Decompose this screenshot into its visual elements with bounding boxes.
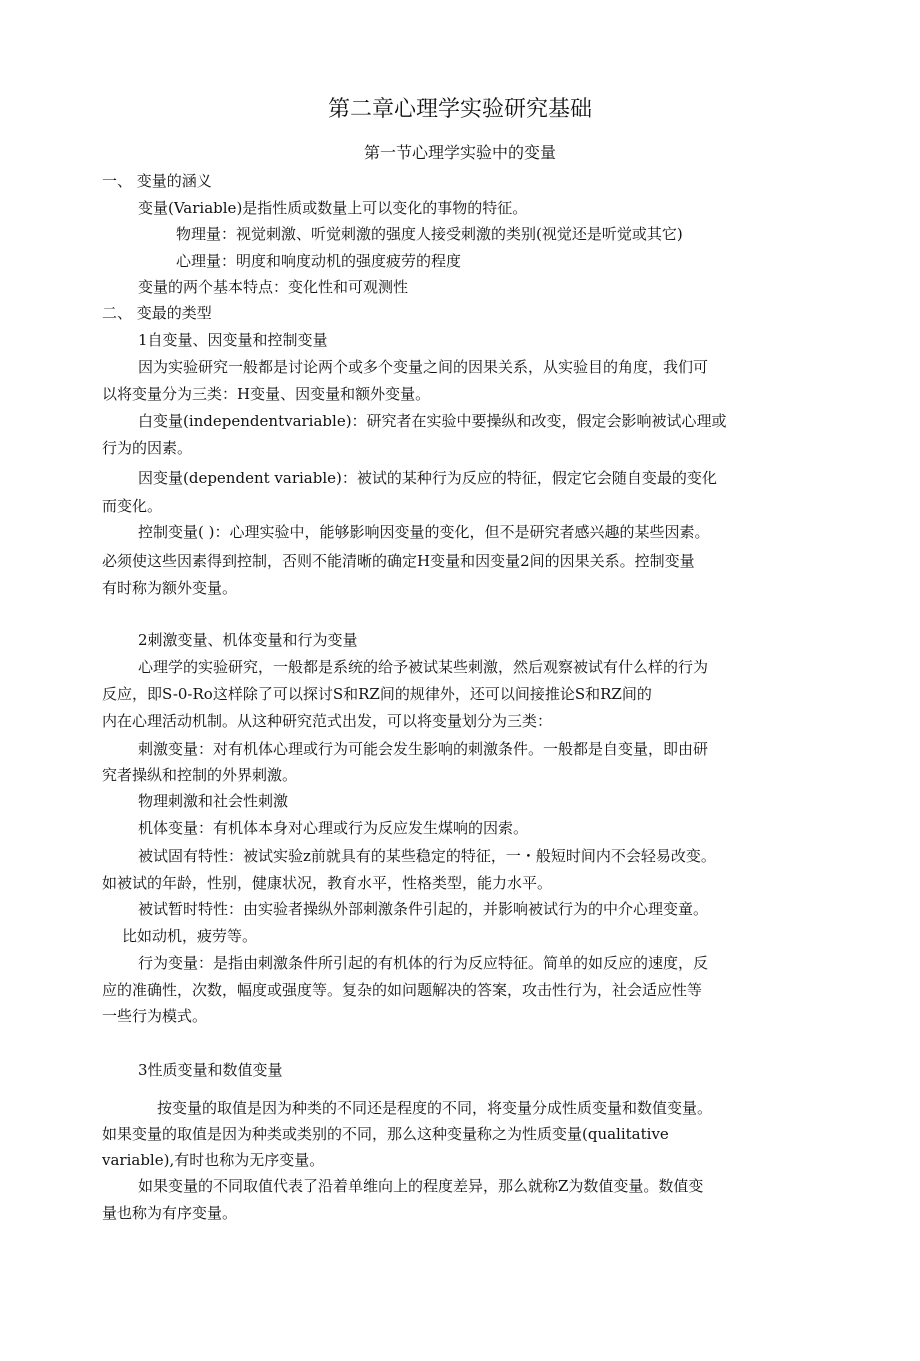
paragraph-line: 有时称为额外变量。 <box>102 579 238 597</box>
paragraph-line: 按变量的取值是因为种类的不同还是程度的不同，将变量分成性质变量和数值变量。 <box>157 1099 713 1117</box>
paragraph-line: 因为实验研究一般都是讨论两个或多个变量之间的因果关系，从实验目的角度，我们可 <box>138 358 709 376</box>
paragraph-line: 究者操纵和控制的外界刺激。 <box>102 766 298 784</box>
paragraph-line: 如被试的年龄，性别，健康状况，教育水平，性格类型，能力水平。 <box>102 874 553 892</box>
paragraph-line: 一些行为模式。 <box>102 1007 208 1025</box>
section-title: 第一节心理学实验中的变量 <box>363 143 556 162</box>
paragraph-line: 行为的因素。 <box>102 439 193 457</box>
subheading: 1自变量、因变量和控制变量 <box>138 331 328 349</box>
paragraph-line: 变量(Variable)是指性质或数量上可以变化的事物的特征。 <box>138 199 528 217</box>
paragraph-line: 量也称为有序变量。 <box>102 1204 238 1222</box>
paragraph-line: 如果变量的不同取值代表了沿着单维向上的程度差异，那么就称Z为数值变量。数值变 <box>138 1177 704 1195</box>
paragraph-line: 如果变量的取值是因为种类或类别的不同，那么这种变量称之为性质变量(qualitative <box>102 1125 669 1143</box>
paragraph-line: 物理量：视觉刺激、听觉刺激的强度人接受刺激的类别(视觉还是听觉或其它) <box>176 225 683 243</box>
paragraph-line: 内在心理活动机制。从这种研究范式出发，可以将变量划分为三类： <box>102 712 553 730</box>
paragraph-line: 被试暂时特性：由实验者操纵外部刺激条件引起的，并影响被试行为的中介心理变童。 <box>138 900 709 918</box>
paragraph-line: 变量的两个基本特点：变化性和可观测性 <box>138 278 409 296</box>
heading-2: 二、 变最的类型 <box>102 304 212 322</box>
paragraph-line: 反应，即S-0-Ro这样除了可以探讨S和RZ间的规律外，还可以间接推论S和RZ间的 <box>102 685 652 703</box>
paragraph-line: 心理学的实验研究，一般都是系统的给予被试某些刺激，然后观察被试有什么样的行为 <box>138 658 709 676</box>
paragraph-line: 必须使这些因素得到控制，否则不能清晰的确定H变量和因变量2间的因果关系。控制变量 <box>102 552 695 570</box>
paragraph-line: 以将变量分为三类：H变量、因变量和额外变量。 <box>102 385 431 403</box>
paragraph-line: 白变量(independentvariable)：研究者在实验中要操纵和改变，假定会影响被试心理或 <box>138 412 727 430</box>
paragraph-line: 机体变量：有机体本身对心理或行为反应发生煤响的因索。 <box>138 819 529 837</box>
page-title: 第二章心理学实验研究基础 <box>327 97 592 122</box>
paragraph-line: 行为变量：是指由刺激条件所引起的有机体的行为反应特征。简单的如反应的速度，反 <box>138 954 709 972</box>
paragraph-line: 应的准确性，次数，幅度或强度等。复杂的如问题解决的答案，攻击性行为，社会适应性等 <box>102 981 703 999</box>
paragraph-line: 被试固有特性：被试实验z前就具有的某些稳定的特征，一・般短时间内不会轻易改变。 <box>138 847 716 865</box>
subheading: 2刺激变量、机体变量和行为变量 <box>138 631 358 649</box>
subheading: 3性质变量和数值变量 <box>138 1061 283 1079</box>
paragraph-line: 而变化。 <box>102 497 163 515</box>
heading-1: 一、 变量的涵义 <box>102 172 212 190</box>
paragraph-line: variable),有时也称为无序变量。 <box>102 1151 325 1169</box>
paragraph-line: 控制变量( )：心理实验中，能够影响因变量的变化，但不是研究者感兴趣的某些因素。 <box>138 523 710 541</box>
paragraph-line: 因变量(dependent variable)：被试的某种行为反应的特征，假定它会随自变最的变化 <box>138 469 717 487</box>
paragraph-line: 比如动机，疲劳等。 <box>122 927 258 945</box>
paragraph-line: 刺激变量：对有机体心理或行为可能会发生影响的刺激条件。一般都是自变量，即由研 <box>138 740 709 758</box>
paragraph-line: 物理刺激和社会性刺激 <box>138 792 289 810</box>
paragraph-line: 心理量：明度和响度动机的强度疲劳的程度 <box>176 252 462 270</box>
